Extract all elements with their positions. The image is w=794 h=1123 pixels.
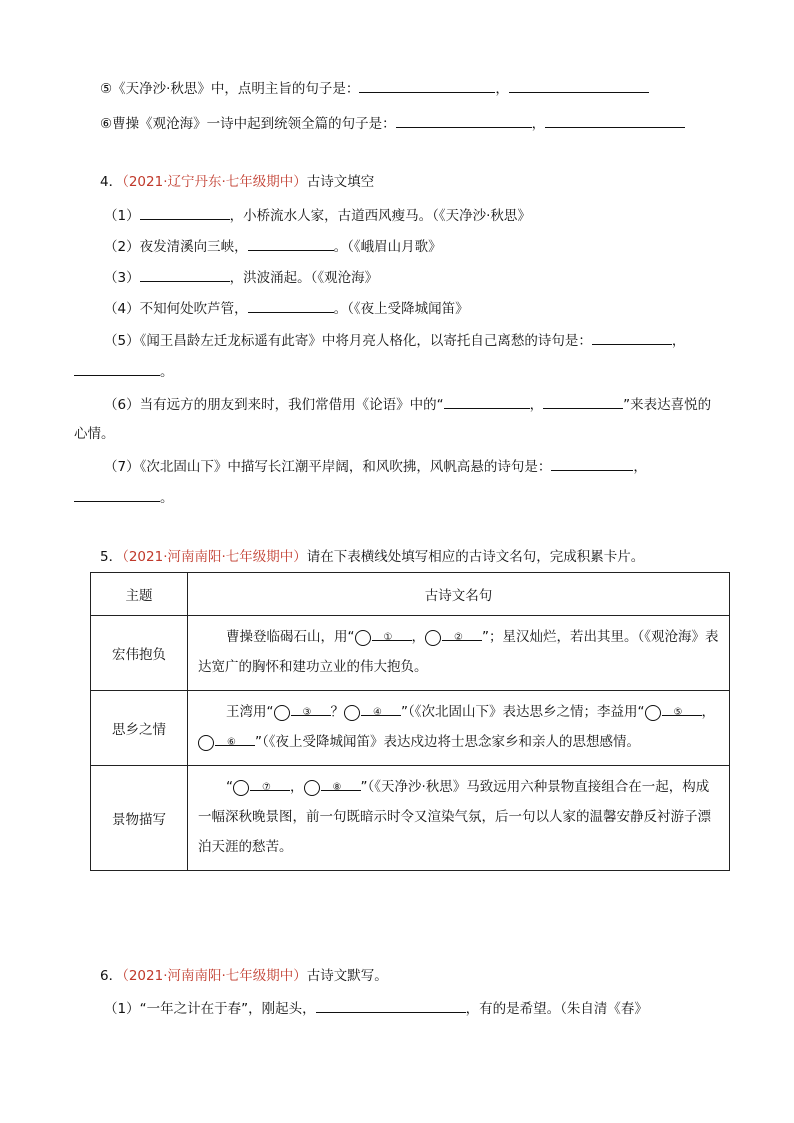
circled-number: ⑦ (233, 780, 249, 796)
question-source: （2021·河南南阳·七年级期中） (122, 549, 307, 565)
row-content: “ ⑦ ， ⑧ ”（《天净沙·秋思》马致远用六种景物直接组合在一起，构成一幅深秋晚景图，前一句既暗示时令又渲染气氛，后一句以人家的温馨安静反衬游子漂泊天涯的愁苦。 (188, 766, 730, 871)
q4-item-5-cont: 。 (74, 361, 734, 382)
q6-heading (100, 966, 734, 986)
answer-blank[interactable] (545, 113, 685, 128)
answer-blank[interactable] (74, 361, 160, 376)
question-number: 6． (100, 968, 123, 984)
question-title: 请在下表横线处填写相应的古诗文名句，完成积累卡片。 (306, 549, 645, 565)
question-source: （2021·河南南阳·七年级期中） (122, 968, 307, 984)
q4-item-4: （4）不知何处吹芦管， 。（《夜上受降城闻笛》 (104, 298, 734, 319)
answer-blank[interactable] (248, 236, 334, 251)
circled-number: ③ (274, 705, 290, 721)
q4-item-7: （7）《次北固山下》中描写长江潮平岸阔，和风吹拂，风帆高悬的诗句是： ， (104, 456, 734, 477)
table-row (91, 766, 730, 871)
answer-blank[interactable] (250, 776, 290, 791)
q3-item-5: ⑤《天净沙·秋思》中，点明主旨的句子是： ， (100, 78, 734, 99)
q4-item-1: （1） ，小桥流水人家，古道西风瘦马。（《天净沙·秋思》 (104, 205, 734, 226)
header-theme: 主题 (91, 573, 188, 616)
answer-blank[interactable] (316, 998, 466, 1013)
row-theme: 思乡之情 (91, 691, 188, 766)
table-row (91, 616, 730, 691)
item-number: ⑤ (100, 81, 113, 97)
answer-blank[interactable] (248, 298, 334, 313)
answer-blank[interactable] (140, 267, 230, 282)
answer-blank[interactable] (140, 205, 230, 220)
row-theme: 宏伟抱负 (91, 616, 188, 691)
circled-number: ② (425, 630, 441, 646)
header-verse: 古诗文名句 (188, 573, 730, 616)
circled-number: ⑥ (198, 735, 214, 751)
answer-blank[interactable] (662, 701, 702, 716)
circled-number: ⑤ (645, 705, 661, 721)
q4-item-3: （3） ，洪波涌起。（《观沧海》 (104, 267, 734, 288)
question-title: 古诗文填空 (306, 174, 375, 190)
answer-blank[interactable] (291, 701, 331, 716)
circled-number: ④ (344, 705, 360, 721)
answer-blank[interactable] (359, 78, 495, 93)
answer-blank[interactable] (361, 701, 401, 716)
q4-item-5: （5）《闻王昌龄左迁龙标遥有此寄》中将月亮人格化，以寄托自己离愁的诗句是： ， (104, 330, 734, 351)
q4-heading (100, 172, 734, 192)
answer-blank[interactable] (74, 487, 160, 502)
answer-blank[interactable] (321, 776, 361, 791)
q4-item-7-cont: 。 (74, 487, 734, 508)
answer-blank[interactable] (442, 626, 482, 641)
answer-blank[interactable] (543, 394, 623, 409)
q4-item-6-cont: 心情。 (74, 426, 115, 442)
q4-item-2: （2）夜发清溪向三峡， 。（《峨眉山月歌》 (104, 236, 734, 257)
item-number: ⑥ (100, 116, 113, 132)
answer-blank[interactable] (592, 330, 672, 345)
row-theme: 景物描写 (91, 766, 188, 871)
circled-number: ① (355, 630, 371, 646)
item-text: 曹操《观沧海》一诗中起到统领全篇的句子是： (112, 116, 396, 132)
q5-heading (100, 547, 734, 567)
question-title: 古诗文默写。 (306, 968, 388, 984)
answer-blank[interactable] (551, 456, 633, 471)
answer-blank[interactable] (372, 626, 412, 641)
item-text: 《天净沙·秋思》中，点明主旨的句子是： (112, 81, 360, 97)
accumulation-card-table (90, 572, 730, 871)
table-row (91, 691, 730, 766)
answer-blank[interactable] (396, 113, 532, 128)
circled-number: ⑧ (304, 780, 320, 796)
row-content: 王湾用“ ③ ？ ④ ”（《次北固山下》表达思乡之情；李益用“ ⑤ ，⑥ ”（《夜上受降城闻笛》表达戍边将士思念家乡和亲人的思想感情。 (188, 691, 730, 766)
question-number: 5． (100, 549, 123, 565)
answer-blank[interactable] (215, 731, 255, 746)
table-header-row (91, 573, 730, 616)
q6-item-1: （1）“一年之计在于春”，刚起头， ，有的是希望。（朱自清《春》 (104, 998, 734, 1019)
answer-blank[interactable] (444, 394, 530, 409)
row-content: 曹操登临碣石山，用“ ① ， ② ”；星汉灿烂，若出其里。（《观沧海》表达宽广的胸怀和建功立业的伟大抱负。 (188, 616, 730, 691)
q4-item-6: （6）当有远方的朋友到来时，我们常借用《论语》中的“ ， ”来表达喜悦的 (104, 394, 734, 415)
question-number: 4． (100, 174, 123, 190)
question-source: （2021·辽宁丹东·七年级期中） (122, 174, 307, 190)
answer-blank[interactable] (509, 78, 649, 93)
q3-item-6: ⑥曹操《观沧海》一诗中起到统领全篇的句子是： ， (100, 113, 734, 134)
